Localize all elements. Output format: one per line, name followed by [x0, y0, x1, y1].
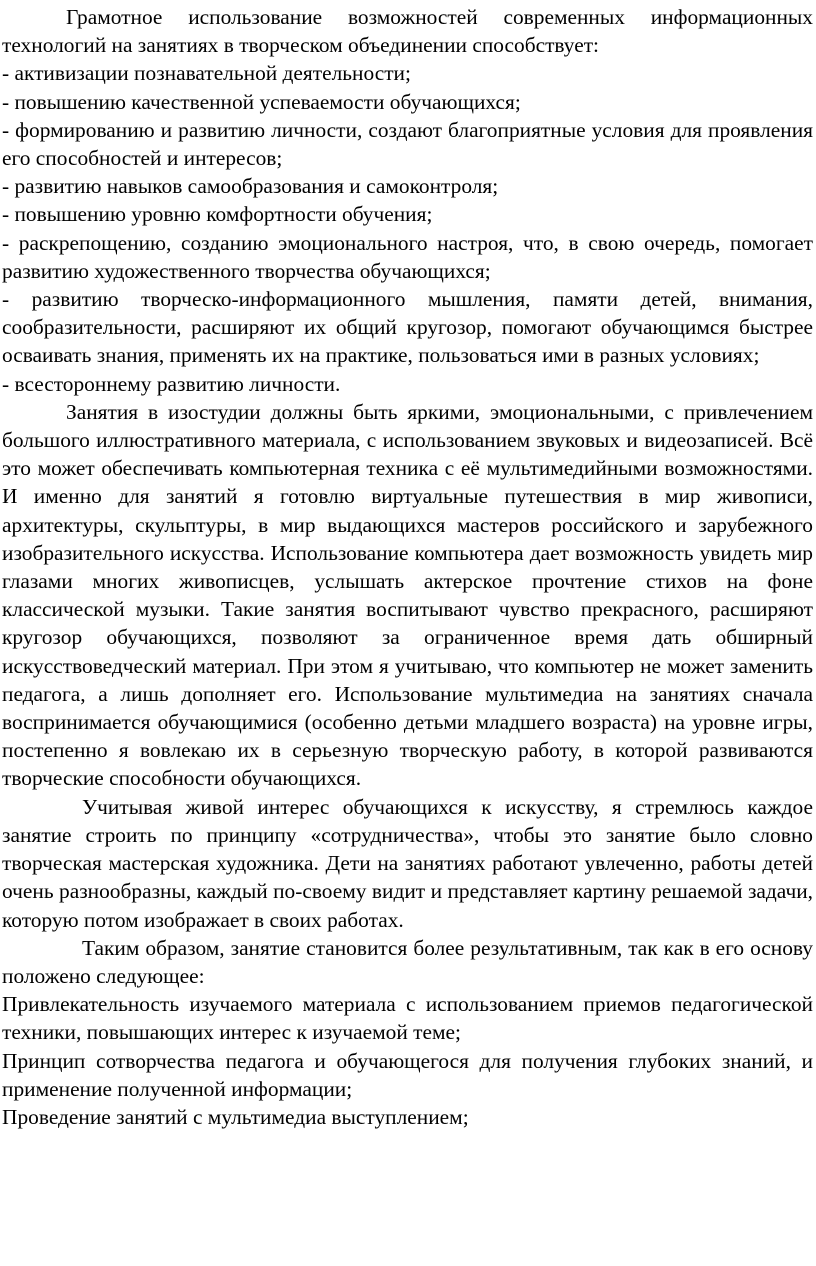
list-item: - всестороннему развитию личности. [2, 371, 341, 396]
list-item: - активизации познавательной деятельности; [2, 61, 411, 86]
body-paragraph: Таким образом, занятие становится более результативным, так как в его основу положено следующее: [2, 935, 813, 988]
list-item: - формированию и развитию личности, создают благоприятные условия для проявления его способностей и интересов; [2, 117, 813, 171]
intro-paragraph: Грамотное использование возможностей современных информационных технологий на занятиях в творческом объединении способствует: [2, 5, 813, 58]
principle-item: Принцип сотворчества педагога и обучающегося для получения глубоких знаний, и применение полученной информации; [2, 1048, 813, 1101]
body-paragraph: Занятия в изостудии должны быть яркими, эмоциональными, с привлечением большого иллюстративного материала, с использованием звуковых и видеозаписей. Всё это может обеспечивать компьютерная техника с её мультимедийными возможностями. И именно для занятий я готовлю виртуальные путешествия в мир живописи, архитектуры, скульптуры, в мир выдающихся мастеров российского и зарубежного изобразительного искусства. Использование компьютера дает возможность увидеть мир глазами многих живописцев, услышать актерское прочтение стихов на фоне классической музыки. Такие занятия воспитывают чувство прекрасного, расширяют кругозор обучающихся, позволяют за ограниченное время дать обширный искусствоведческий материал. При этом я учитываю, что компьютер не может заменить педагога, а лишь дополняет его. Использование мультимедиа на занятиях сначала воспринимается обучающимися (особенно детьми младшего возраста) на уровне игры, постепенно я вовлекаю их в серьезную творческую работу, в которой развиваются творческие способности обучающихся. [2, 399, 813, 791]
principle-item: Проведение занятий с мультимедиа выступлением; [2, 1104, 469, 1129]
list-item: - повышению уровню комфортности обучения; [2, 202, 433, 227]
body-paragraph: Учитывая живой интерес обучающихся к искусству, я стремлюсь каждое занятие строить по принципу «сотрудничества», чтобы это занятие было словно творческая мастерская художника. Дети на занятиях работают увлеченно, работы детей очень разнообразны, каждый по-своему видит и представляет картину решаемой задачи, которую потом изображает в своих работах. [2, 794, 813, 932]
list-item: - развитию навыков самообразования и самоконтроля; [2, 174, 499, 199]
list-item: - развитию творческо-информационного мышления, памяти детей, внимания, сообразительности, расширяют их общий кругозор, помогают обучающимся быстрее осваивать знания, применять их на практике, пользоваться ими в разных условиях; [2, 287, 813, 368]
list-item: - раскрепощению, созданию эмоционального настроя, что, в свою очередь, помогает развитию художественного творчества обучающихся; [2, 230, 813, 283]
list-item: - повышению качественной успеваемости обучающихся; [2, 89, 521, 114]
principle-item: Привлекательность изучаемого материала с использованием приемов педагогической техники, повышающих интерес к изучаемой теме; [2, 992, 813, 1045]
